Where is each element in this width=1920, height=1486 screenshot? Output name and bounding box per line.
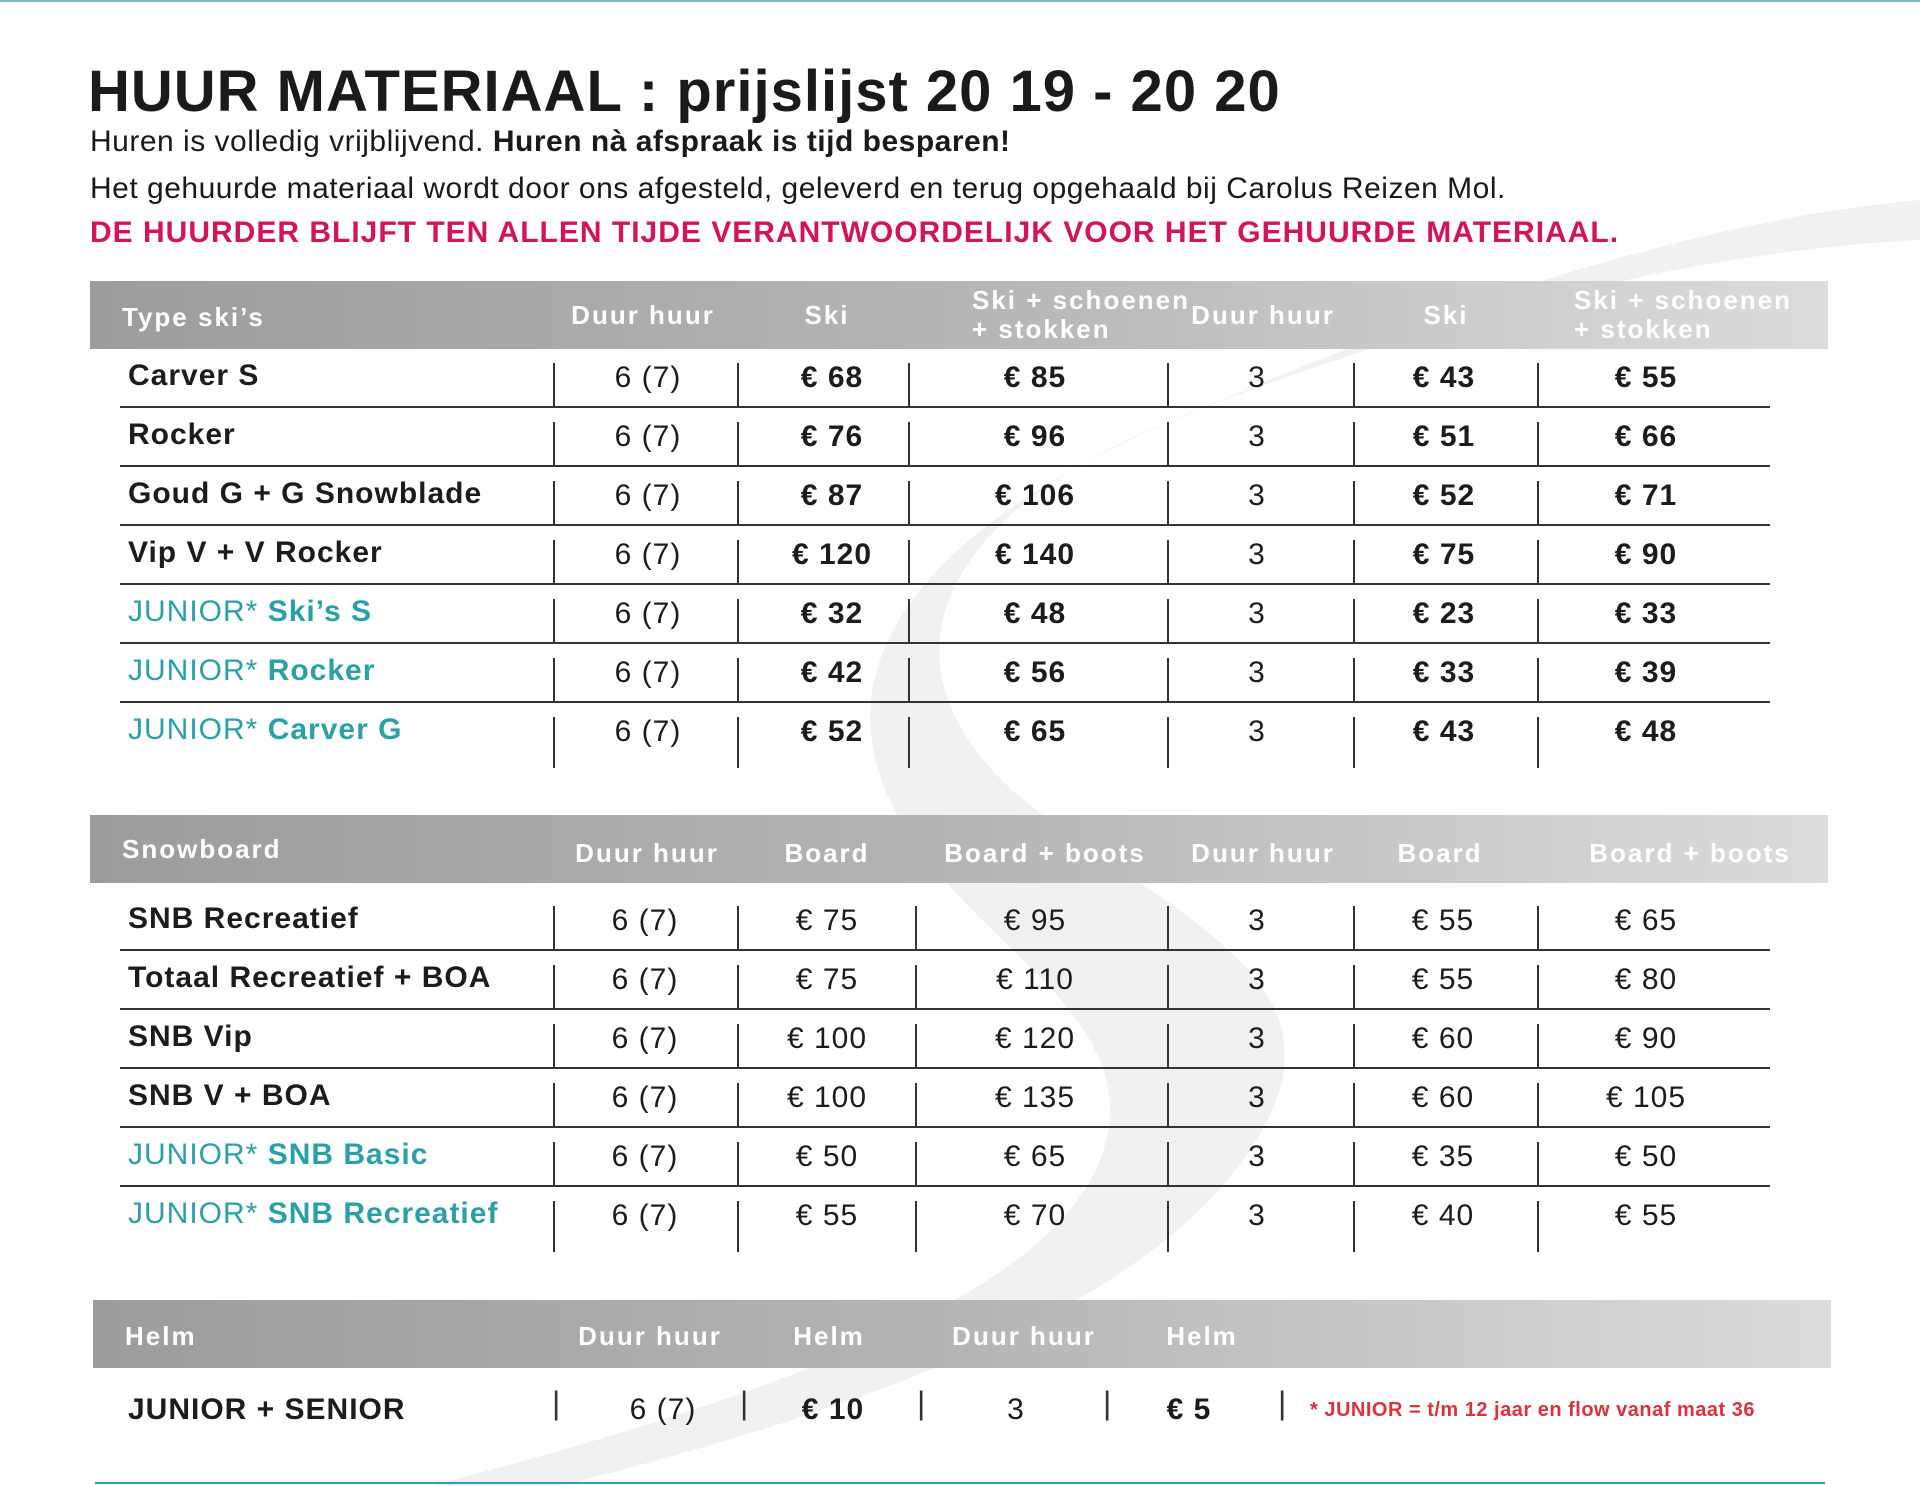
- column-divider: [553, 481, 555, 526]
- price-cell: € 95: [1003, 904, 1067, 937]
- junior-tag: JUNIOR*: [128, 595, 259, 628]
- snowboard-row: [90, 1187, 1770, 1252]
- column-divider: [1353, 363, 1355, 408]
- price-cell: € 55: [1614, 361, 1678, 394]
- duur-cell: 6 (7): [611, 1081, 679, 1114]
- column-divider: [1167, 481, 1169, 526]
- row-name-text: Goud G + G Snowblade: [128, 477, 483, 510]
- duur-cell: 6 (7): [611, 1022, 679, 1055]
- page-title: HUUR MATERIAAL : prijslijst 20 19 - 20 20: [88, 59, 1281, 124]
- snb-col-type: Snowboard: [122, 834, 282, 864]
- price-cell: € 55: [795, 1199, 859, 1232]
- intro-line-2: Het gehuurde materiaal wordt door ons afgesteld, geleverd en terug opgehaald bij Carolus Reizen Mol.: [90, 172, 1506, 205]
- column-divider: [1167, 906, 1169, 951]
- column-divider: [737, 1083, 739, 1128]
- price-cell: € 32: [800, 597, 864, 630]
- price-cell: € 33: [1614, 597, 1678, 630]
- row-name-text: SNB Recreatief: [128, 902, 359, 935]
- column-divider: [1167, 599, 1169, 644]
- helm-col-helm-1: Helm: [793, 1321, 865, 1351]
- column-divider: [1537, 422, 1539, 467]
- row-name-text: SNB V + BOA: [128, 1079, 332, 1112]
- ski-col-combo-2: Ski + schoenen + stokken: [1573, 285, 1793, 344]
- price-cell: € 35: [1411, 1140, 1475, 1173]
- price-cell: € 65: [1614, 904, 1678, 937]
- duur-cell: 6 (7): [614, 715, 682, 748]
- column-divider: [553, 1024, 555, 1069]
- row-name: [128, 418, 236, 452]
- price-cell: € 68: [800, 361, 864, 394]
- price-cell: € 96: [1003, 420, 1067, 453]
- row-name: [128, 1138, 428, 1172]
- price-cell: € 55: [1411, 904, 1475, 937]
- row-name: [128, 1079, 332, 1113]
- duur-cell: 3: [1248, 963, 1266, 996]
- row-name-text: Carver G: [267, 713, 403, 746]
- duur-cell: 6 (7): [614, 656, 682, 689]
- price-cell: € 90: [1614, 1022, 1678, 1055]
- column-divider: [553, 1083, 555, 1128]
- price-cell: € 50: [1614, 1140, 1678, 1173]
- duur-cell: 3: [1248, 538, 1266, 571]
- row-name-text: Totaal Recreatief + BOA: [128, 961, 492, 994]
- column-divider: [553, 658, 555, 703]
- column-divider: [1353, 481, 1355, 526]
- price-cell: € 76: [800, 420, 864, 453]
- duur-cell: 3: [1248, 597, 1266, 630]
- row-name-text: SNB Recreatief: [267, 1197, 499, 1230]
- duur-cell: 3: [1248, 1081, 1266, 1114]
- column-divider: [1537, 1142, 1539, 1187]
- row-name-text: SNB Vip: [128, 1020, 253, 1053]
- column-divider: [915, 965, 917, 1010]
- column-divider: [737, 658, 739, 703]
- ski-col-duur-1: Duur huur: [571, 300, 715, 330]
- row-name-text: Ski’s S: [267, 595, 372, 628]
- column-divider: [737, 599, 739, 644]
- column-divider: [908, 717, 910, 768]
- price-cell: € 75: [795, 963, 859, 996]
- column-divider: [1537, 363, 1539, 408]
- column-divider: [915, 1201, 917, 1252]
- helm-col-type: Helm: [125, 1321, 197, 1351]
- snowboard-row: [90, 1128, 1770, 1187]
- ski-col-ski-2: Ski: [1423, 300, 1469, 330]
- duur-cell: 6 (7): [611, 1199, 679, 1232]
- column-divider: [915, 1024, 917, 1069]
- snowboard-row: [90, 1010, 1770, 1069]
- price-cell: € 52: [1412, 479, 1476, 512]
- price-cell: € 55: [1614, 1199, 1678, 1232]
- price-cell: € 23: [1412, 597, 1476, 630]
- snowboard-row: [90, 892, 1770, 951]
- snowboard-row: [90, 951, 1770, 1010]
- duur-cell: 6 (7): [614, 479, 682, 512]
- column-divider: [1353, 1201, 1355, 1252]
- ski-col-combo-1: Ski + schoenen + stokken: [971, 285, 1191, 344]
- column-divider: [915, 1142, 917, 1187]
- column-divider: [737, 965, 739, 1010]
- snb-col-board-1: Board: [784, 838, 870, 868]
- column-divider: [1167, 717, 1169, 768]
- helm-col-duur-2: Duur huur: [952, 1321, 1096, 1351]
- duur-cell: 6 (7): [611, 904, 679, 937]
- column-divider: [1353, 1142, 1355, 1187]
- price-cell: € 52: [800, 715, 864, 748]
- column-divider: [1167, 1083, 1169, 1128]
- price-cell: € 60: [1411, 1022, 1475, 1055]
- row-name-text: Carver S: [128, 359, 260, 392]
- duur-cell: 6 (7): [614, 420, 682, 453]
- price-cell: € 33: [1412, 656, 1476, 689]
- column-divider: [1353, 658, 1355, 703]
- helm-price-2: € 5: [1166, 1393, 1212, 1426]
- duur-cell: 3: [1248, 715, 1266, 748]
- column-divider: [1537, 906, 1539, 951]
- intro-bold: Huren nà afspraak is tijd besparen!: [492, 125, 1011, 158]
- column-divider: [1167, 658, 1169, 703]
- helm-duur-2: 3: [1007, 1393, 1025, 1426]
- column-divider: [1167, 363, 1169, 408]
- column-divider: [737, 906, 739, 951]
- price-cell: € 50: [795, 1140, 859, 1173]
- snb-col-duur-2: Duur huur: [1191, 838, 1335, 868]
- column-divider: [737, 540, 739, 585]
- column-divider: [1353, 906, 1355, 951]
- column-divider: [1353, 422, 1355, 467]
- column-divider: [908, 599, 910, 644]
- junior-tag: JUNIOR*: [128, 1197, 259, 1230]
- column-divider: [1353, 540, 1355, 585]
- column-divider: [908, 658, 910, 703]
- helm-divider: |: [1103, 1385, 1112, 1421]
- ski-row: [90, 349, 1770, 408]
- price-cell: € 65: [1003, 1140, 1067, 1173]
- column-divider: [737, 1201, 739, 1252]
- price-cell: € 48: [1003, 597, 1067, 630]
- price-cell: € 51: [1412, 420, 1476, 453]
- helm-row-name: JUNIOR + SENIOR: [128, 1393, 406, 1426]
- helm-col-duur-1: Duur huur: [578, 1321, 722, 1351]
- snowboard-row: [90, 1069, 1770, 1128]
- helm-divider: |: [552, 1385, 561, 1421]
- snb-col-duur-1: Duur huur: [575, 838, 719, 868]
- helm-divider: |: [740, 1385, 749, 1421]
- ski-row: [90, 585, 1770, 644]
- price-cell: € 75: [795, 904, 859, 937]
- column-divider: [1353, 717, 1355, 768]
- price-cell: € 43: [1412, 361, 1476, 394]
- price-cell: € 65: [1003, 715, 1067, 748]
- row-name: [128, 1197, 498, 1231]
- column-divider: [553, 599, 555, 644]
- column-divider: [1167, 1201, 1169, 1252]
- column-divider: [737, 1142, 739, 1187]
- price-cell: € 43: [1412, 715, 1476, 748]
- junior-tag: JUNIOR*: [128, 654, 259, 687]
- ski-row: [90, 467, 1770, 526]
- column-divider: [1537, 965, 1539, 1010]
- column-divider: [553, 1142, 555, 1187]
- duur-cell: 3: [1248, 420, 1266, 453]
- row-name-text: SNB Basic: [267, 1138, 429, 1171]
- row-name: [128, 536, 383, 570]
- column-divider: [1537, 1201, 1539, 1252]
- price-cell: € 39: [1614, 656, 1678, 689]
- duur-cell: 3: [1248, 904, 1266, 937]
- column-divider: [1167, 965, 1169, 1010]
- duur-cell: 3: [1248, 1022, 1266, 1055]
- price-cell: € 106: [994, 479, 1076, 512]
- column-divider: [1167, 1142, 1169, 1187]
- junior-tag: JUNIOR*: [128, 713, 259, 746]
- price-cell: € 110: [996, 963, 1074, 996]
- helm-divider: |: [1278, 1385, 1287, 1421]
- price-cell: € 100: [786, 1081, 868, 1114]
- column-divider: [908, 363, 910, 408]
- column-divider: [908, 422, 910, 467]
- row-name-text: Rocker: [128, 418, 236, 451]
- duur-cell: 6 (7): [614, 597, 682, 630]
- junior-footnote: * JUNIOR = t/m 12 jaar en flow vanaf maat 36: [1310, 1399, 1755, 1421]
- ski-row: [90, 526, 1770, 585]
- ski-table-body: [90, 349, 1830, 769]
- duur-cell: 6 (7): [614, 361, 682, 394]
- column-divider: [1537, 481, 1539, 526]
- price-cell: € 70: [1003, 1199, 1067, 1232]
- price-cell: € 90: [1614, 538, 1678, 571]
- duur-cell: 6 (7): [611, 963, 679, 996]
- column-divider: [1537, 1083, 1539, 1128]
- price-cell: € 48: [1614, 715, 1678, 748]
- price-cell: € 56: [1003, 656, 1067, 689]
- column-divider: [1537, 540, 1539, 585]
- helm-col-helm-2: Helm: [1166, 1321, 1238, 1351]
- column-divider: [1537, 599, 1539, 644]
- price-cell: € 66: [1614, 420, 1678, 453]
- row-name: [128, 654, 375, 688]
- duur-cell: 6 (7): [614, 538, 682, 571]
- snb-col-combo-2: Board + boots: [1589, 838, 1791, 868]
- column-divider: [553, 422, 555, 467]
- warning-text: DE HUURDER BLIJFT TEN ALLEN TIJDE VERANTWOORDELIJK VOOR HET GEHUURDE MATERIAAL.: [90, 216, 1620, 249]
- helm-price-1: € 10: [801, 1393, 865, 1426]
- column-divider: [915, 906, 917, 951]
- column-divider: [1537, 1024, 1539, 1069]
- duur-cell: 3: [1248, 479, 1266, 512]
- ski-col-type: Type ski’s: [122, 302, 265, 332]
- price-cell: € 40: [1411, 1199, 1475, 1232]
- column-divider: [1537, 658, 1539, 703]
- column-divider: [553, 363, 555, 408]
- price-cell: € 135: [994, 1081, 1076, 1114]
- price-cell: € 60: [1411, 1081, 1475, 1114]
- column-divider: [1167, 422, 1169, 467]
- ski-row: [90, 408, 1770, 467]
- helm-duur-1: 6 (7): [629, 1393, 697, 1426]
- duur-cell: 3: [1248, 1199, 1266, 1232]
- ski-col-ski-1: Ski: [804, 300, 850, 330]
- price-cell: € 75: [1412, 538, 1476, 571]
- column-divider: [737, 481, 739, 526]
- column-divider: [1353, 1024, 1355, 1069]
- junior-tag: JUNIOR*: [128, 1138, 259, 1171]
- price-cell: € 55: [1411, 963, 1475, 996]
- helm-divider: |: [917, 1385, 926, 1421]
- duur-cell: 3: [1248, 656, 1266, 689]
- intro-regular: Huren is volledig vrijblijvend.: [90, 125, 485, 158]
- row-name-text: Rocker: [267, 654, 376, 687]
- column-divider: [1353, 1083, 1355, 1128]
- ski-row: [90, 703, 1770, 768]
- price-cell: € 105: [1605, 1081, 1687, 1114]
- duur-cell: 3: [1248, 1140, 1266, 1173]
- price-cell: € 100: [786, 1022, 868, 1055]
- price-cell: € 120: [791, 538, 873, 571]
- helm-table-header: [93, 1300, 1831, 1368]
- helm-row: [95, 1385, 1835, 1435]
- column-divider: [553, 540, 555, 585]
- column-divider: [1167, 1024, 1169, 1069]
- column-divider: [1353, 599, 1355, 644]
- price-cell: € 140: [994, 538, 1076, 571]
- row-name-text: Vip V + V Rocker: [128, 536, 383, 569]
- row-name: [128, 902, 359, 936]
- column-divider: [553, 1201, 555, 1252]
- row-name: [128, 961, 491, 995]
- column-divider: [553, 717, 555, 768]
- price-cell: € 42: [800, 656, 864, 689]
- price-cell: € 71: [1614, 479, 1678, 512]
- column-divider: [737, 717, 739, 768]
- duur-cell: 6 (7): [611, 1140, 679, 1173]
- column-divider: [737, 1024, 739, 1069]
- column-divider: [908, 540, 910, 585]
- ski-row: [90, 644, 1770, 703]
- snowboard-table-body: [90, 892, 1830, 1252]
- row-name: [128, 1020, 253, 1054]
- price-cell: € 120: [994, 1022, 1076, 1055]
- column-divider: [1167, 540, 1169, 585]
- snb-col-board-2: Board: [1397, 838, 1483, 868]
- row-name: [128, 595, 372, 629]
- column-divider: [553, 965, 555, 1010]
- price-cell: € 85: [1003, 361, 1067, 394]
- column-divider: [737, 363, 739, 408]
- snowboard-table-header: [90, 815, 1828, 883]
- ski-col-duur-2: Duur huur: [1191, 300, 1335, 330]
- column-divider: [1353, 965, 1355, 1010]
- ski-table-header: [90, 281, 1828, 349]
- column-divider: [553, 906, 555, 951]
- column-divider: [915, 1083, 917, 1128]
- duur-cell: 3: [1248, 361, 1266, 394]
- row-name: [128, 359, 259, 393]
- intro-line-1: [90, 125, 1011, 159]
- row-name: [128, 713, 402, 747]
- snb-col-combo-1: Board + boots: [944, 838, 1146, 868]
- column-divider: [1537, 717, 1539, 768]
- row-name: [128, 477, 482, 511]
- column-divider: [737, 422, 739, 467]
- price-cell: € 87: [800, 479, 864, 512]
- price-cell: € 80: [1614, 963, 1678, 996]
- column-divider: [908, 481, 910, 526]
